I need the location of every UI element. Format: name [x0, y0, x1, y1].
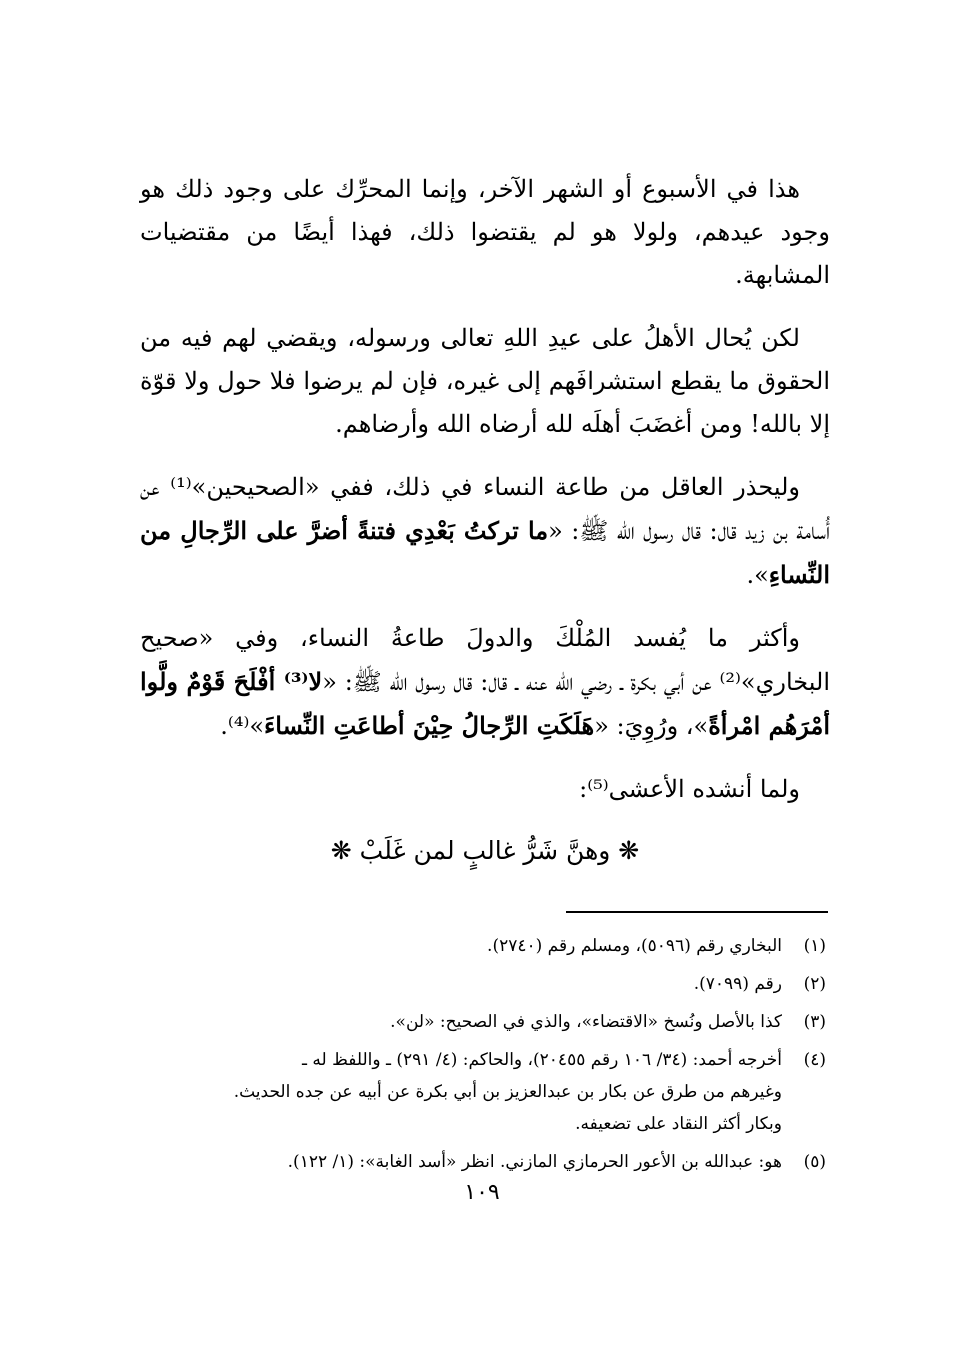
footnote-text: أخرجه أحمد: (٣٤/ ١٠٦ رقم ٢٠٤٥٥)، والحاكم: (٤/ ٢٩١) ـ واللفظ له ـ	[302, 1050, 782, 1070]
footnote-text: كذا بالأصل ونُسخ «الاقتضاء»، والذي في الصحيح: «لن».	[390, 1012, 782, 1032]
footnote-number: (٣)	[803, 1012, 826, 1032]
footnote-text: رقم (٧٠٩٩).	[693, 974, 782, 994]
paragraph-3-text-a: وليحذر العاقل من طاعة النساء في ذلك، ففي «الصحيحين»⁽¹⁾ عن أُسامة بن زيد قال: قال رسول الله ﷺ: «	[140, 473, 830, 545]
paragraph-5: ولما أنشده الأعشى⁽⁵⁾:	[579, 775, 800, 803]
footnote-text: هو: عبدالله بن الأعور الحرمازي المازني. انظر «أسد الغابة»: (١/ ١٢٢).	[287, 1152, 782, 1172]
page-number: ١٠٩	[464, 1180, 500, 1205]
paragraph-3	[140, 466, 830, 597]
footnote-text: وغيرهم من طرق عن بكار بن عبدالعزيز بن أبي بكرة عن أبيه عن جده الحديث.	[233, 1082, 782, 1102]
footnote-2	[140, 968, 830, 1000]
footnote-3	[140, 1006, 830, 1038]
footnote-separator	[566, 911, 828, 913]
footnote-5	[140, 1146, 830, 1178]
hadith-quote-1: ما تركتُ بَعْدِي فتنةً أضرَّ على الرِّجالِ من النِّساءِ	[140, 516, 830, 589]
hadith-quote-2: لا⁽³⁾ أفْلَحَ قَوْمٌ ولَّوا أمْرَهُم امْرأةً	[140, 667, 830, 740]
footnote-number: (٢)	[803, 974, 826, 994]
paragraph-4	[140, 617, 830, 748]
paragraph-4-text-b: »، ورُوِيَ: «	[594, 712, 709, 740]
footnote-4	[140, 1044, 830, 1140]
footnote-text: وبكار أكثر النقاد على تضعيفه.	[575, 1114, 782, 1134]
footnote-number: (١)	[803, 936, 826, 956]
main-text	[140, 168, 830, 871]
paragraph-3-text-b: ».	[746, 561, 769, 589]
footnote-1	[140, 930, 830, 962]
footnote-number: (٤)	[803, 1050, 826, 1070]
paragraph-4-text-a: وأكثر ما يُفسد المُلْكَ والدولَ طاعةُ النساء، وفي «صحيح البخاري»⁽²⁾ عن أبي بكرة ـ رضي الله عنه ـ قال: قال رسول الله ﷺ: «	[140, 624, 830, 696]
paragraph-2: لكن يُحال الأهلُ على عيدِ اللهِ تعالى ورسوله، ويقضي لهم فيه من الحقوق ما يقطع استشرافَهم إلى غيره، فإن لم يرضوا فلا حول ولا قوّة إلا بالله! ومن أغضَبَ أهلَه لله أرضاه الله وأرضاهم.	[140, 324, 830, 438]
footnote-text: البخاري رقم (٥٠٩٦)، ومسلم رقم (٢٧٤٠).	[487, 936, 782, 956]
paragraph-4-text-c: »⁽⁴⁾.	[220, 712, 265, 740]
footnotes	[140, 930, 830, 1184]
hadith-quote-3: هَلَكَتِ الرِّجالُ حِيْنَ أطاعَتِ النِّساءَ	[264, 711, 595, 740]
poetry-verse: ❋ وهنَّ شَرُّ غالبٍ لمن غَلَبْ ❋	[330, 836, 640, 865]
paragraph-1: هذا في الأسبوع أو الشهر الآخر، وإنما المحرِّك على وجود ذلك هو وجود عيدهم، ولولا هو لم يقتضوا ذلك، فهذا أيضًا من مقتضيات المشابهة.	[140, 175, 830, 289]
footnote-number: (٥)	[803, 1152, 826, 1172]
